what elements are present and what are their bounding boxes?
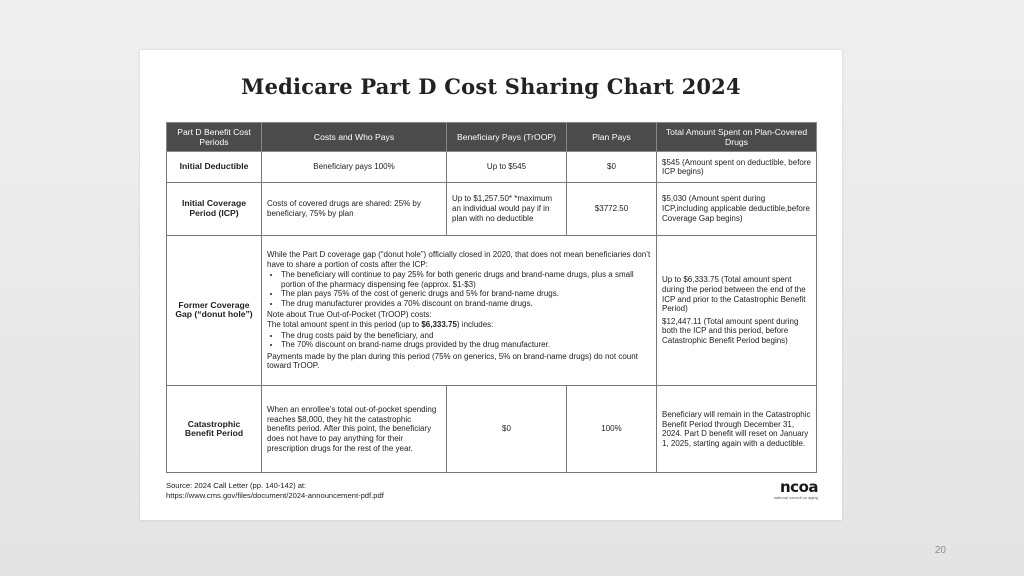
total-cell: Beneficiary will remain in the Catastrophic Benefit Period through December 31, 2024. Part D benefit will reset on January 1, 2025, starting again with a deductible. xyxy=(657,386,817,473)
source-url: https://www.cms.gov/files/document/2024-announcement-pdf.pdf xyxy=(166,490,384,500)
coverage-gap-intro: While the Part D coverage gap (“donut hole”) officially closed in 2020, that does not mean beneficiaries don’t have to share a portion of costs after the ICP: xyxy=(267,249,651,269)
chart-title: Medicare Part D Cost Sharing Chart 2024 xyxy=(241,74,741,99)
table-header-row xyxy=(167,123,817,152)
plan-cell: $0 xyxy=(567,152,657,183)
period-cell: Initial Deductible xyxy=(167,152,262,183)
cost-sharing-table xyxy=(166,122,817,473)
beneficiary-cell: Up to $545 xyxy=(447,152,567,183)
costs-cell xyxy=(262,235,657,386)
logo-wordmark: ncoa xyxy=(780,478,818,496)
coverage-gap-outro: Payments made by the plan during this period (75% on generics, 5% on brand-name drugs) do not count toward TrOOP. xyxy=(267,351,638,371)
costs-cell: Costs of covered drugs are shared: 25% by beneficiary, 75% by plan xyxy=(262,183,447,235)
beneficiary-cell: $0 xyxy=(447,386,567,473)
table-row xyxy=(167,386,817,473)
total-gap-amount: Up to $6,333.75 (Total amount spent during the period between the end of the ICP and prior to the Catastrophic Benefit Period) xyxy=(662,275,806,314)
list-item: • The beneficiary will continue to pay 25% for both generic drugs and brand-name drugs, plus a small portion of the pharmacy dispensing fee (approx. $1-$3) xyxy=(281,270,651,289)
header-total-amount: Total Amount Spent on Plan-Covered Drugs xyxy=(657,123,817,152)
list-item: • The drug manufacturer provides a 70% discount on brand-name drugs. xyxy=(281,299,651,309)
total-icp-and-gap-amount: $12,447.11 (Total amount spent during both the ICP and this period, before Catastrophic Benefit Period begins) xyxy=(662,316,799,345)
table-row xyxy=(167,183,817,235)
list-item: • The drug costs paid by the beneficiary, and xyxy=(281,331,651,341)
header-costs-who-pays: Costs and Who Pays xyxy=(262,123,447,152)
period-cell: Catastrophic Benefit Period xyxy=(167,386,262,473)
troop-note-heading: Note about True Out-of-Pocket (TrOOP) costs: xyxy=(267,310,432,320)
header-beneficiary-pays: Beneficiary Pays (TrOOP) xyxy=(447,123,567,152)
troop-note-line: The total amount spent in this period (up to $6,333.75) includes: xyxy=(267,320,494,330)
table-row xyxy=(167,152,817,183)
page-number: 20 xyxy=(934,545,946,556)
source-label: Source: 2024 Call Letter (pp. 140-142) at: xyxy=(166,481,307,490)
header-plan-pays: Plan Pays xyxy=(567,123,657,152)
beneficiary-cell: Up to $1,257.50* *maximum an individual would pay if in plan with no deductible xyxy=(447,183,567,235)
costs-cell: Beneficiary pays 100% xyxy=(262,152,447,183)
total-cell: $545 (Amount spent on deductible, before ICP begins) xyxy=(657,152,817,183)
list-item: • The plan pays 75% of the cost of generic drugs and 5% for brand-name drugs. xyxy=(281,289,651,299)
coverage-gap-bullets xyxy=(267,270,651,308)
troop-amount: $6,333.75 xyxy=(421,320,457,330)
costs-cell: When an enrollee’s total out-of-pocket spending reaches $8,000, they hit the catastrophic benefits period. After this point, the beneficiary does not have to pay anything for their prescription drugs for the rest of the year. xyxy=(262,386,447,473)
period-cell: Former Coverage Gap (“donut hole”) xyxy=(167,235,262,386)
plan-cell: 100% xyxy=(567,386,657,473)
ncoa-logo xyxy=(774,480,818,500)
list-item: • The 70% discount on brand-name drugs provided by the drug manufacturer. xyxy=(281,340,651,350)
table-row xyxy=(167,235,817,386)
plan-cell: $3772.50 xyxy=(567,183,657,235)
period-cell: Initial Coverage Period (ICP) xyxy=(167,183,262,235)
chart-image xyxy=(140,50,842,520)
header-benefit-period: Part D Benefit Cost Periods xyxy=(167,123,262,152)
total-cell xyxy=(657,235,817,386)
logo-tagline: national council on aging xyxy=(773,495,818,500)
troop-bullets xyxy=(267,331,651,350)
total-cell: $5,030 (Amount spent during ICP,including applicable deductible,before Coverage Gap begins) xyxy=(657,183,817,235)
source-citation xyxy=(166,481,586,500)
